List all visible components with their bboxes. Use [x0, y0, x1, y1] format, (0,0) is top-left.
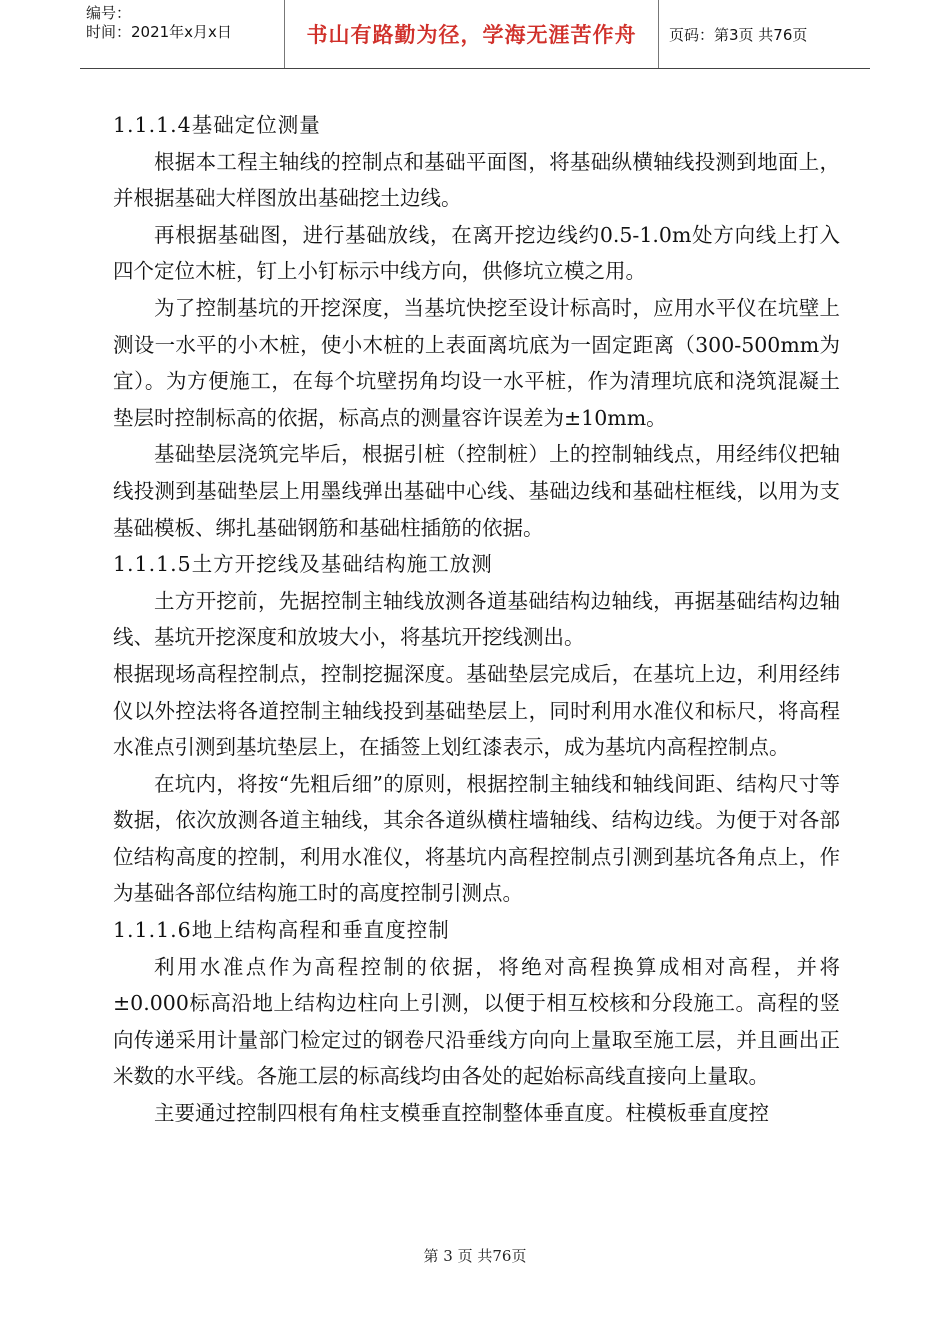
- header-page-info: 页码：第3页 共76页: [669, 25, 808, 44]
- paragraph: 利用水准点作为高程控制的依据，将绝对高程换算成相对高程，并将±0.000标高沿地上结构边柱向上引测，以便于相互校核和分段施工。高程的竖向传递采用计量部门检定过的钢卷尺沿垂线方向向上量取至施工层，并且画出正米数的水平线。各施工层的标高线均由各处的起始标高线直接向上量取。: [113, 954, 840, 1089]
- paragraph: 1.1.1.4基础定位测量: [113, 113, 321, 137]
- paragraph: 土方开挖前，先据控制主轴线放测各道基础结构边轴线，再据基础结构边轴线、基坑开挖深度和放坡大小，将基坑开挖线测出。: [113, 588, 840, 650]
- paragraph: 基础垫层浇筑完毕后，根据引桩（控制桩）上的控制轴线点，用经纬仪把轴线投测到基础垫层上用墨线弹出基础中心线、基础边线和基础柱框线，以用为支基础模板、绑扎基础钢筋和基础柱插筋的依据。: [113, 442, 840, 540]
- header-meta: [80, 0, 285, 68]
- paragraph: 在坑内，将按“先粗后细”的原则，根据控制主轴线和轴线间距、结构尺寸等数据，依次放测各道主轴线，其余各道纵横柱墙轴线、结构边线。为便于对各部位结构高度的控制，利用水准仪，将基坑内高程控制点引测到基坑各角点上，作为基础各部位结构施工时的高度控制引测点。: [113, 771, 840, 906]
- paragraph: 再根据基础图，进行基础放线，在离开挖边线约0.5-1.0m处方向线上打入四个定位木桩，钉上小钉标示中线方向，供修坑立模之用。: [113, 222, 840, 284]
- paragraph: 主要通过控制四根有角柱支模垂直控制整体垂直度。柱模板垂直度控: [154, 1101, 769, 1126]
- paragraph: 1.1.1.6地上结构高程和垂直度控制: [113, 918, 450, 943]
- page-footer: 第 3 页 共76页: [423, 1247, 527, 1265]
- page-header: [80, 0, 870, 69]
- header-motto: 书山有路勤为径，学海无涯苦作舟: [285, 0, 659, 68]
- document-date: 时间：2021年x月x日: [86, 23, 232, 41]
- document-body: [113, 107, 840, 1132]
- document-number-label: 编号：: [86, 4, 132, 22]
- paragraph: 为了控制基坑的开挖深度，当基坑快挖至设计标高时，应用水平仪在坑壁上测设一水平的小木桩，使小木桩的上表面离坑底为一固定距离（300-500mm为宜）。为方便施工，在每个坑壁拐角均设一水平桩，作为清理坑底和浇筑混凝土垫层时控制标高的依据，标高点的测量容许误差为±10mm。: [113, 295, 840, 430]
- paragraph: 根据现场高程控制点，控制挖掘深度。基础垫层完成后，在基坑上边，利用经纬仪以外控法将各道控制主轴线投到基础垫层上，同时利用水准仪和标尺，将高程水准点引测到基坑垫层上，在插签上划红漆表示，成为基坑内高程控制点。: [113, 661, 840, 760]
- paragraph: 根据本工程主轴线的控制点和基础平面图，将基础纵横轴线投测到地面上，并根据基础大样图放出基础挖土边线。: [113, 149, 840, 211]
- paragraph: 1.1.1.5土方开挖线及基础结构施工放测: [113, 552, 493, 577]
